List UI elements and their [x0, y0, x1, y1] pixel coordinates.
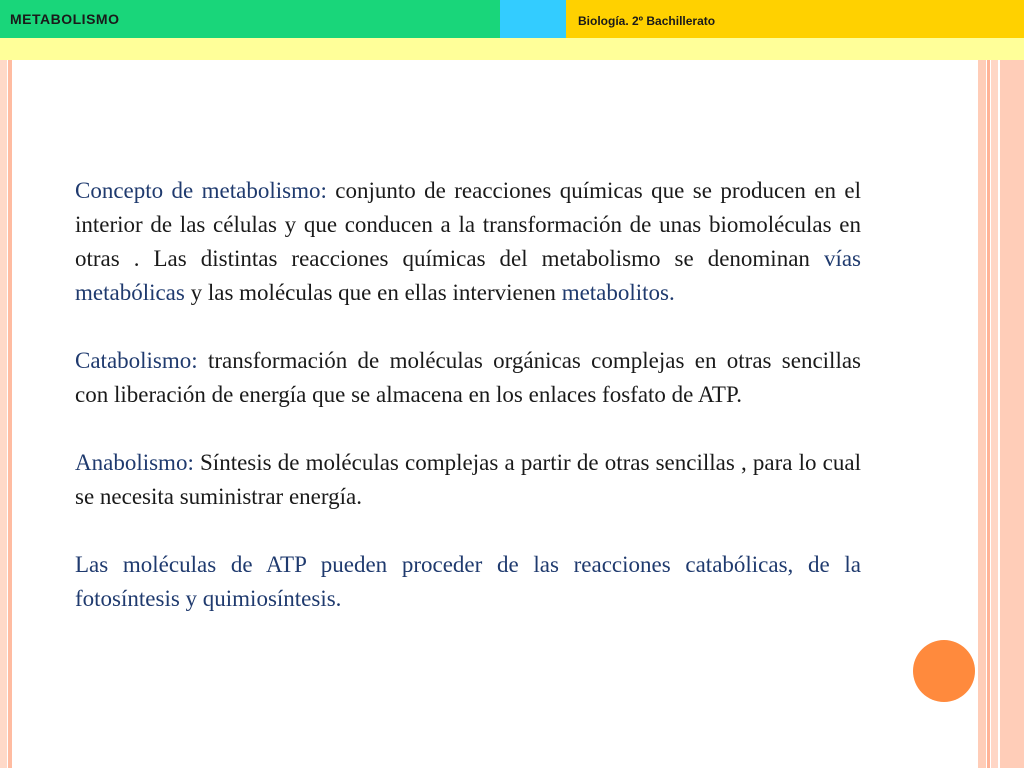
right-decorative-stripe [991, 60, 998, 768]
paragraph-metabolismo [75, 174, 861, 310]
slide-title: METABOLISMO [10, 11, 120, 27]
right-decorative-stripe [978, 60, 986, 768]
course-subtitle: Biología. 2º Bachillerato [578, 14, 716, 28]
term-metabolitos: metabolitos. [561, 280, 675, 305]
paragraph-atp: Las moléculas de ATP pueden proceder de las reacciones catabólicas, de la fotosíntesis y quimiosíntesis. [75, 552, 861, 611]
term-catabolismo: Catabolismo: [75, 348, 198, 373]
left-decorative-stripe-inner [8, 60, 12, 768]
term-anabolismo: Anabolismo: [75, 450, 194, 475]
left-decorative-stripe [0, 60, 7, 768]
header-cyan-segment [500, 0, 566, 38]
slide-content [75, 174, 861, 650]
paragraph-catabolismo [75, 344, 861, 412]
header-sub-band [0, 38, 1024, 60]
right-decorative-stripe [987, 60, 990, 768]
definition-text: Síntesis de moléculas complejas a partir de otras sencillas , para lo cual se necesita suministrar energía. [75, 450, 861, 509]
orange-circle-decoration [913, 640, 975, 702]
definition-text: y las moléculas que en ellas intervienen [184, 280, 562, 305]
right-decorative-stripe [1000, 60, 1024, 768]
term-metabolismo: Concepto de metabolismo: [75, 178, 327, 203]
header-bar [0, 0, 1024, 38]
term-vias-metabolicas: vías metabólicas [75, 246, 861, 305]
definition-text: conjunto de reacciones químicas que se producen en el interior de las células y que conducen a la transformación de unas biomoléculas en otras . Las distintas reacciones químicas del metabolismo se denominan [75, 178, 861, 271]
definition-text: transformación de moléculas orgánicas complejas en otras sencillas con liberación de energía que se almacena en los enlaces fosfato de ATP. [75, 348, 861, 407]
paragraph-anabolismo [75, 446, 861, 514]
